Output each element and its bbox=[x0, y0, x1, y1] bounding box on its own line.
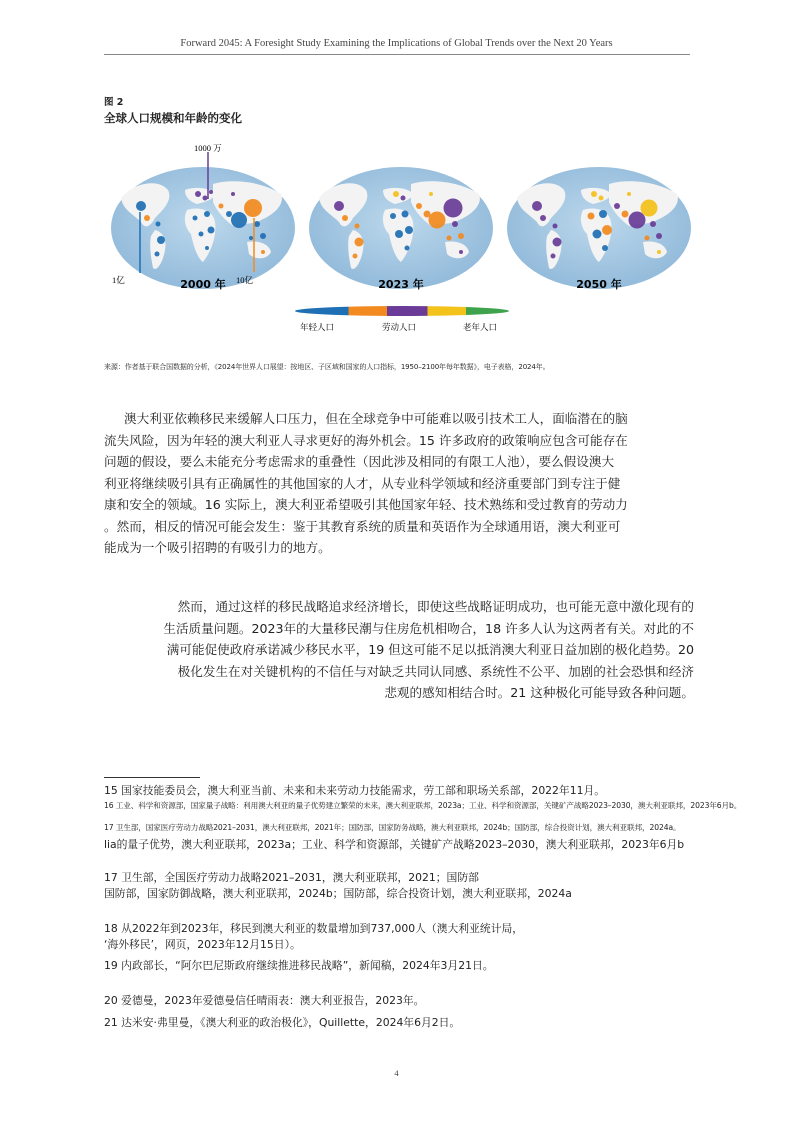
para1-line: 流失风险，因为年轻的澳大利亚人寻求更好的海外机会。15 许多政府的政策响应包含可能存在 bbox=[104, 432, 628, 448]
map-2023 bbox=[309, 167, 493, 289]
legend-older: 老年人口 bbox=[463, 323, 498, 333]
legend-young: 年轻人口 bbox=[300, 323, 335, 333]
footnote-21: 21 达米安·弗里曼，《澳大利亚的政治极化》，Quillette，2024年6月2日。 bbox=[104, 1016, 461, 1029]
footnote-18-line1: 18 从2022年到2023年，移民到澳大利亚的数量增加到737,000人（澳大利亚统计局， bbox=[104, 922, 524, 935]
footnote-19: 19 内政部长，“阿尔巴尼斯政府继续推进移民战略”，新闻稿，2024年3月21日。 bbox=[104, 959, 494, 972]
footnote-rule bbox=[104, 777, 200, 778]
figure-title: 全球人口规模和年龄的变化 bbox=[104, 111, 242, 125]
page-number: 4 bbox=[394, 1068, 399, 1078]
map-2000 bbox=[111, 167, 295, 289]
footnote-17c-line1: 17 卫生部，全国医疗劳动力战略2021–2031，澳大利亚联邦，2021；国防部 bbox=[104, 871, 479, 884]
para2-line: 生活质量问题。2023年的大量移民潮与住房危机相吻合，18 许多人认为这两者有关。对此的不 bbox=[163, 620, 694, 636]
para1-line: 问题的假设，要么未能充分考虑需求的重叠性（因此涉及相同的有限工人池），要么假设澳大 bbox=[104, 454, 615, 469]
para1-line: 澳大利亚依赖移民来缓解人口压力，但在全球竞争中可能难以吸引技术工人，面临潜在的脑 bbox=[124, 411, 628, 426]
annotation-left: 1亿 bbox=[112, 275, 125, 285]
population-maps-figure bbox=[0, 0, 793, 360]
para1-line: 能成为一个吸引招聘的有吸引力的地方。 bbox=[104, 540, 331, 555]
footnote-15: 15 国家技能委员会，澳大利亚当前、未来和未来劳动力技能需求，劳工部和职场关系部，2022年11月。 bbox=[104, 784, 606, 797]
footnote-18-line2: ‘海外移民’，网页，2023年12月15日）。 bbox=[104, 938, 301, 951]
footnote-17a: 17 卫生部，国家医疗劳动力战略2021–2031，澳大利亚联邦，2021年；国防部，国家防务战略，澳大利亚联邦，2024b；国防部，综合投资计划，澳大利亚联邦，2024a。 bbox=[104, 823, 681, 832]
footnote-17b: lia的量子优势，澳大利亚联邦，2023a；工业、科学和资源部，关键矿产战略2023–2030，澳大利亚联邦，2023年6月b bbox=[104, 838, 685, 851]
para2-line: 然而，通过这样的移民战略追求经济增长，即使这些战略证明成功，也可能无意中激化现有的 bbox=[177, 599, 694, 614]
running-header: Forward 2045: A Foresight Study Examining the Implications of Global Trends over the Next 20 Years bbox=[180, 38, 613, 49]
age-legend-bar bbox=[295, 306, 509, 316]
map-year-2000: 2000 年 bbox=[180, 278, 226, 291]
annotation-top: 1000 万 bbox=[194, 143, 222, 153]
map-2050 bbox=[507, 167, 691, 289]
para1-line: 康和安全的领域。16 实际上，澳大利亚希望吸引其他国家年轻、技术熟练和受过教育的劳动力 bbox=[104, 497, 628, 512]
footnote-17c-line2: 国防部，国家防御战略，澳大利亚联邦，2024b；国防部，综合投资计划，澳大利亚联邦，2024a bbox=[104, 887, 572, 900]
para2-line: 悲观的感知相结合时。21 这种极化可能导致各种问题。 bbox=[384, 685, 694, 700]
footnote-20: 20 爱德曼，2023年爱德曼信任晴雨表：澳大利亚报告，2023年。 bbox=[104, 994, 425, 1007]
map-year-2050: 2050 年 bbox=[576, 278, 622, 291]
body-paragraph-2 bbox=[104, 596, 694, 704]
figure-label: 图 2 bbox=[104, 97, 124, 108]
figure-source: 来源：作者基于联合国数据的分析，《2024年世界人口展望：按地区、子区域和国家的人口指标，1950–2100年每年数据》，电子表格，2024年。 bbox=[104, 363, 550, 371]
map-year-2023: 2023 年 bbox=[378, 278, 424, 291]
para2-line: 极化发生在对关键机构的不信任与对缺乏共同认同感、系统性不公平、加剧的社会恐惧和经济 bbox=[177, 663, 694, 679]
para2-line: 满可能促使政府承诺减少移民水平，19 但这可能不足以抵消澳大利亚日益加剧的极化趋势。20 bbox=[166, 642, 694, 657]
legend-working: 劳动人口 bbox=[382, 323, 417, 333]
annotation-mid: 10亿 bbox=[236, 275, 254, 285]
para1-line: 。然而，相反的情况可能会发生：鉴于其教育系统的质量和英语作为全球通用语，澳大利亚可 bbox=[104, 518, 621, 534]
para1-line: 利亚将继续吸引具有正确属性的其他国家的人才，从专业科学领域和经济重要部门到专注于健 bbox=[104, 475, 621, 491]
body-paragraph-1 bbox=[104, 408, 694, 559]
footnote-16: 16 工业、科学和资源部，国家量子战略：利用澳大利亚的量子优势建立繁荣的未来，澳大利亚联邦，2023a；工业、科学和资源部，关键矿产战略2023–2030，澳大利亚联邦，2023年6月b。 bbox=[104, 801, 742, 810]
